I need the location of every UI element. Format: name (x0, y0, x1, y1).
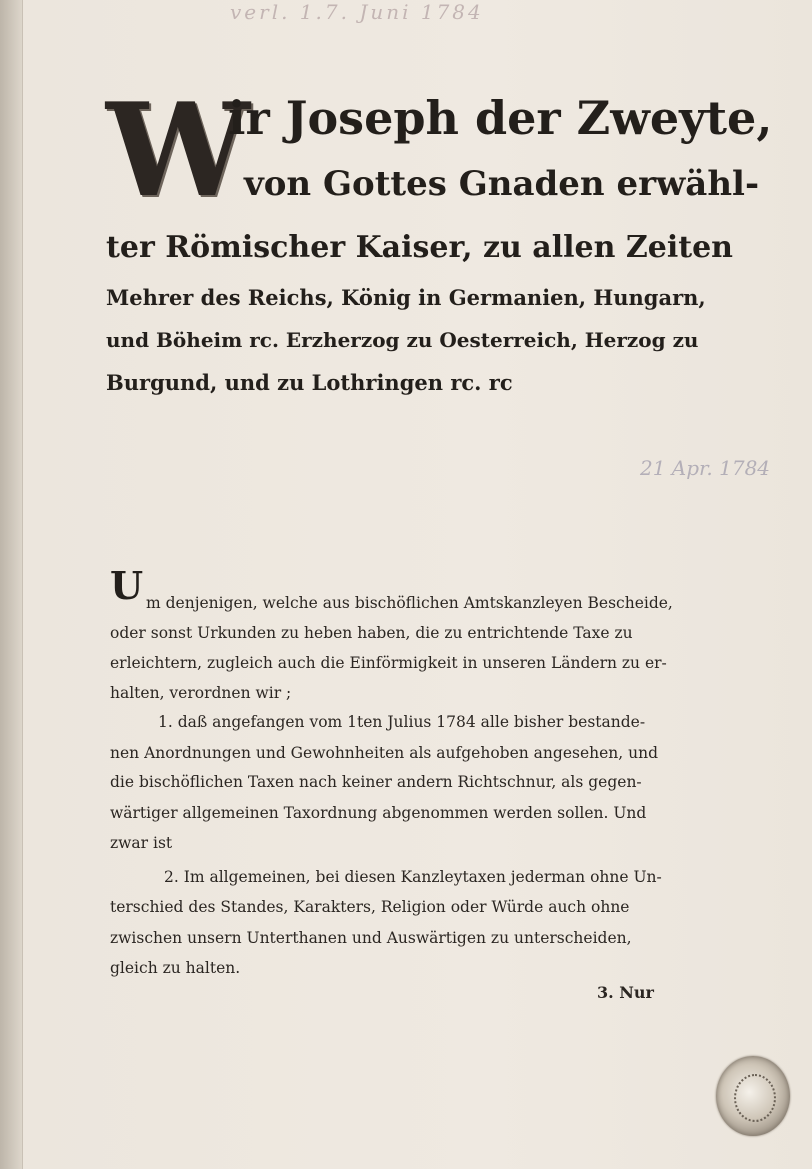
body-line: halten, verordnen wir ; (110, 684, 292, 702)
body-line: 1. daß angefangen vom 1ten Julius 1784 alle bisher bestande- (158, 713, 646, 731)
title-line-1: ir Joseph der Zweyte, (228, 91, 773, 145)
body-line: wärtiger allgemeinen Taxordnung abgenommen werden sollen. Und (110, 804, 647, 822)
title-line-2: von Gottes Gnaden erwähl- (244, 164, 760, 204)
body-line: nen Anordnungen und Gewohnheiten als aufgehoben angesehen, und (110, 744, 658, 762)
title-line-5: und Böheim rc. Erzherzog zu Oesterreich, Herzog zu (106, 328, 699, 352)
collection-stamp (716, 1056, 790, 1136)
body-line: terschied des Standes, Karakters, Religion oder Würde auch ohne (110, 898, 630, 916)
decorative-initial: W (106, 76, 250, 226)
body-line: zwar ist (110, 834, 173, 852)
body-initial: U (110, 563, 144, 608)
body-line: die bischöflichen Taxen nach keiner andern Richtschnur, als gegen- (110, 773, 642, 791)
pencil-annotation: verl. 1.7. Juni 1784 (230, 0, 484, 24)
body-line: m denjenigen, welche aus bischöflichen Amtskanzleyen Bescheide, (146, 594, 673, 612)
margin-pencil-note: 21 Apr. 1784 (640, 456, 771, 480)
title-line-3: ter Römischer Kaiser, zu allen Zeiten (106, 230, 733, 265)
body-line: erleichtern, zugleich auch die Einförmigkeit in unseren Ländern zu er- (110, 654, 667, 672)
body-line: zwischen unsern Unterthanen und Auswärtigen zu unterscheiden, (110, 929, 632, 947)
body-line: 2. Im allgemeinen, bei diesen Kanzleytaxen jederman ohne Un- (164, 868, 662, 886)
page-spine (0, 0, 23, 1169)
body-line: oder sonst Urkunden zu heben haben, die zu entrichtende Taxe zu (110, 624, 633, 642)
title-line-4: Mehrer des Reichs, König in Germanien, Hungarn, (106, 285, 706, 310)
catchword: 3. Nur (597, 983, 654, 1002)
body-line: gleich zu halten. (110, 959, 241, 977)
title-line-6: Burgund, und zu Lothringen rc. rc (106, 370, 513, 395)
